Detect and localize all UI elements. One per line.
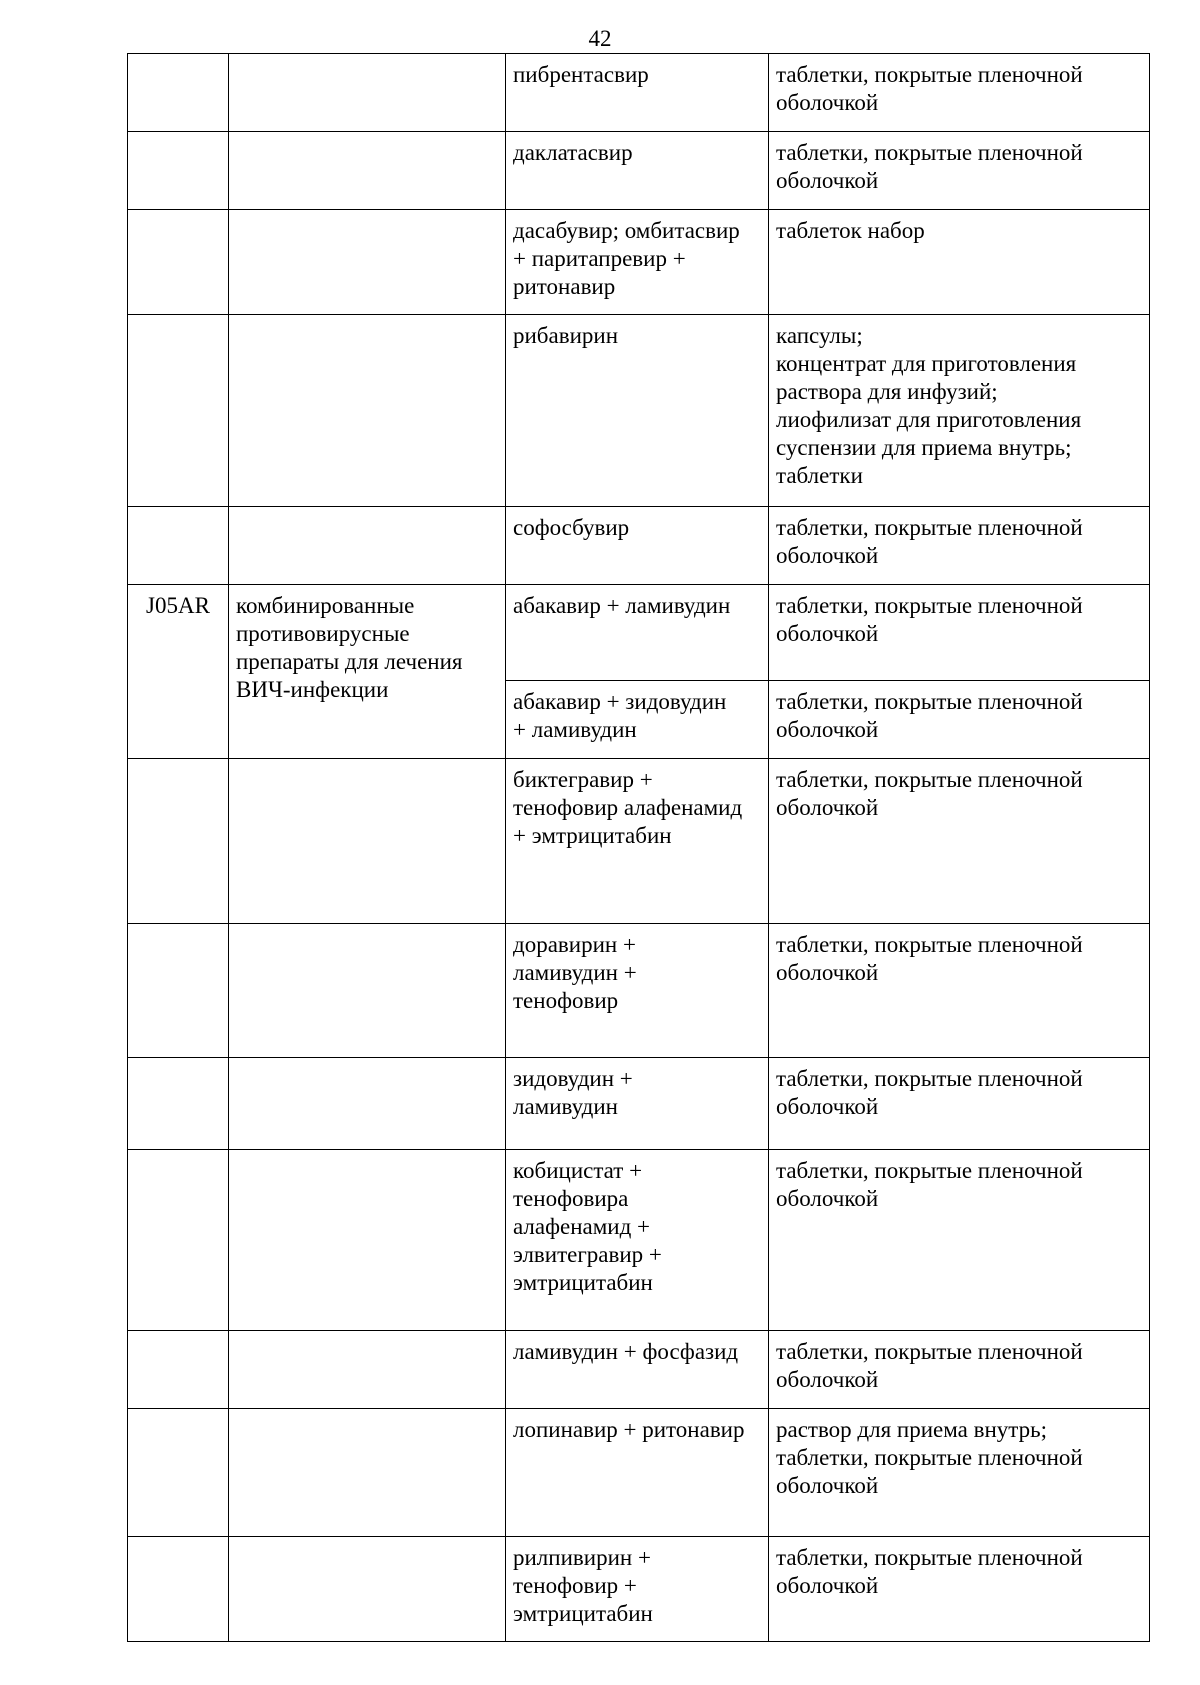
- atc-group-cell: [229, 1058, 506, 1150]
- table-row: [128, 210, 1150, 315]
- atc-code-cell: [128, 507, 229, 585]
- atc-group-cell: [229, 132, 506, 210]
- dosage-form-cell: таблетки, покрытые пленочной оболочкой: [769, 759, 1150, 924]
- atc-code-cell: [128, 1331, 229, 1409]
- table-row: [128, 1409, 1150, 1537]
- atc-code-cell: J05AR: [128, 585, 229, 759]
- atc-code-cell: [128, 924, 229, 1058]
- atc-group-cell: [229, 1537, 506, 1642]
- drug-name-cell: рибавирин: [506, 315, 769, 507]
- atc-code-cell: [128, 1409, 229, 1537]
- drug-name-cell: даклатасвир: [506, 132, 769, 210]
- table-row: [128, 1537, 1150, 1642]
- atc-code-cell: [128, 54, 229, 132]
- atc-code-cell: [128, 1537, 229, 1642]
- drug-name-cell: софосбувир: [506, 507, 769, 585]
- table-row: [128, 507, 1150, 585]
- table-row: [128, 132, 1150, 210]
- drug-name-cell: пибрентасвир: [506, 54, 769, 132]
- dosage-form-cell: таблетки, покрытые пленочной оболочкой: [769, 681, 1150, 759]
- atc-group-cell: [229, 210, 506, 315]
- atc-code-cell: [128, 1150, 229, 1331]
- dosage-form-cell: таблетки, покрытые пленочной оболочкой: [769, 585, 1150, 681]
- atc-group-cell: комбинированные противовирусные препараты для лечения ВИЧ-инфекции: [229, 585, 506, 759]
- drug-name-cell: ламивудин + фосфазид: [506, 1331, 769, 1409]
- drug-name-cell: зидовудин + ламивудин: [506, 1058, 769, 1150]
- atc-code-cell: [128, 315, 229, 507]
- drug-name-cell: абакавир + ламивудин: [506, 585, 769, 681]
- drug-table: [127, 53, 1150, 1642]
- atc-group-cell: [229, 1331, 506, 1409]
- dosage-form-cell: таблетки, покрытые пленочной оболочкой: [769, 132, 1150, 210]
- atc-group-cell: [229, 507, 506, 585]
- table-row: [128, 585, 1150, 681]
- atc-group-cell: [229, 924, 506, 1058]
- atc-code-cell: [128, 1058, 229, 1150]
- drug-name-cell: дасабувир; омбитасвир + паритапревир + ритонавир: [506, 210, 769, 315]
- dosage-form-cell: таблетки, покрытые пленочной оболочкой: [769, 1537, 1150, 1642]
- dosage-form-cell: таблетки, покрытые пленочной оболочкой: [769, 924, 1150, 1058]
- dosage-form-cell: таблеток набор: [769, 210, 1150, 315]
- table-row: [128, 1150, 1150, 1331]
- atc-group-cell: [229, 54, 506, 132]
- table-row: [128, 924, 1150, 1058]
- drug-name-cell: лопинавир + ритонавир: [506, 1409, 769, 1537]
- dosage-form-cell: таблетки, покрытые пленочной оболочкой: [769, 507, 1150, 585]
- dosage-form-cell: таблетки, покрытые пленочной оболочкой: [769, 1058, 1150, 1150]
- drug-name-cell: биктегравир + тенофовир алафенамид + эмтрицитабин: [506, 759, 769, 924]
- atc-code-cell: [128, 132, 229, 210]
- table-row: [128, 1058, 1150, 1150]
- table-row: [128, 54, 1150, 132]
- drug-name-cell: доравирин + ламивудин + тенофовир: [506, 924, 769, 1058]
- atc-group-cell: [229, 1150, 506, 1331]
- drug-name-cell: кобицистат + тенофовира алафенамид + элвитегравир + эмтрицитабин: [506, 1150, 769, 1331]
- atc-code-cell: [128, 210, 229, 315]
- dosage-form-cell: раствор для приема внутрь; таблетки, покрытые пленочной оболочкой: [769, 1409, 1150, 1537]
- table-row: [128, 759, 1150, 924]
- atc-group-cell: [229, 1409, 506, 1537]
- atc-group-cell: [229, 315, 506, 507]
- page-number: 42: [588, 26, 612, 51]
- table-row: [128, 1331, 1150, 1409]
- drug-name-cell: абакавир + зидовудин + ламивудин: [506, 681, 769, 759]
- dosage-form-cell: капсулы; концентрат для приготовления раствора для инфузий; лиофилизат для приготовления суспензии для приема внутрь; таблетки: [769, 315, 1150, 507]
- drug-name-cell: рилпивирин + тенофовир + эмтрицитабин: [506, 1537, 769, 1642]
- table-row: [128, 315, 1150, 507]
- dosage-form-cell: таблетки, покрытые пленочной оболочкой: [769, 54, 1150, 132]
- dosage-form-cell: таблетки, покрытые пленочной оболочкой: [769, 1331, 1150, 1409]
- atc-group-cell: [229, 759, 506, 924]
- atc-code-cell: [128, 759, 229, 924]
- dosage-form-cell: таблетки, покрытые пленочной оболочкой: [769, 1150, 1150, 1331]
